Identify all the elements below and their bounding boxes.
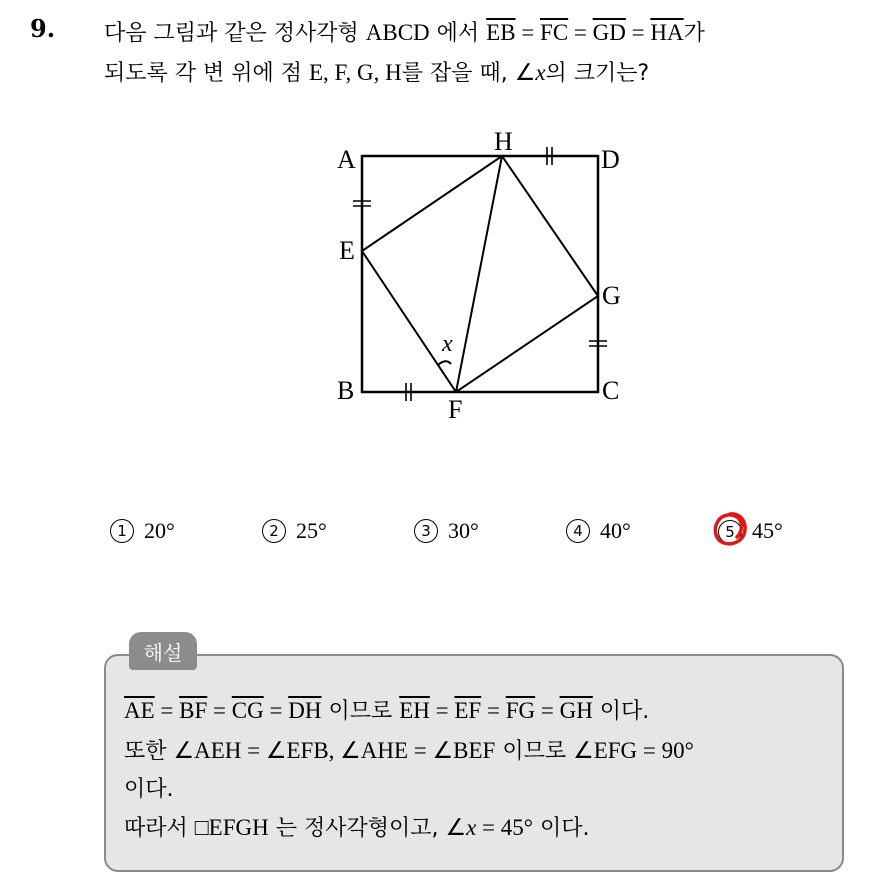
choice-value: 20° — [144, 518, 175, 543]
segment-gh: $\overline{GH}$ — [559, 698, 593, 723]
segment-fc: $\overline{FC}$ — [540, 20, 569, 45]
choice-number: 2 — [262, 519, 286, 543]
question-line-1 — [104, 16, 705, 47]
geometry-figure — [320, 118, 650, 428]
angle-symbol: ∠ — [514, 60, 536, 85]
label-g: G — [602, 281, 621, 310]
segment-gd: $\overline{GD}$ — [592, 20, 626, 45]
choice-2[interactable] — [262, 518, 327, 544]
choice-3[interactable] — [414, 518, 479, 544]
solution-text: 따라서 — [124, 816, 195, 841]
question-text: 의 크기는? — [545, 61, 650, 86]
choice-number: 4 — [566, 519, 590, 543]
solution-line-4 — [124, 811, 589, 842]
label-c: C — [602, 376, 620, 405]
angle-symbol: ∠ — [445, 815, 467, 840]
solution-line-3 — [124, 772, 174, 803]
question-number: 9. — [30, 14, 56, 43]
equals-sign: = — [263, 698, 289, 723]
choice-4[interactable] — [566, 518, 631, 544]
question-text: 에서 — [429, 21, 487, 46]
choice-value: 30° — [448, 518, 479, 543]
equals-sign: = — [568, 20, 593, 45]
equals-sign: = — [515, 20, 541, 45]
equals-sign: = — [481, 698, 506, 723]
segment-ae: $\overline{AE}$ — [124, 698, 155, 723]
segment-ha: $\overline{HA}$ — [650, 20, 684, 45]
segment-cg: $\overline{CG}$ — [231, 698, 264, 723]
segment-eb: $\overline{EB}$ — [486, 20, 516, 45]
solution-text: 이므로 — [495, 739, 574, 764]
choice-number: 3 — [414, 519, 438, 543]
square-name: ABCD — [365, 20, 430, 45]
segment-ef: $\overline{EF}$ — [454, 698, 482, 723]
segment-eh: $\overline{EH}$ — [399, 698, 430, 723]
variable-x: x — [535, 60, 546, 85]
angle-x-arc — [438, 361, 451, 365]
segment-dh: $\overline{DH}$ — [288, 698, 322, 723]
label-a: A — [337, 145, 356, 174]
label-x: x — [442, 331, 453, 357]
question-text: 다음 그림과 같은 정사각형 — [104, 21, 366, 46]
solution-badge: 해설 — [129, 632, 197, 670]
angle-value: = 45° — [476, 815, 533, 840]
choice-number: 1 — [110, 519, 134, 543]
choice-number-wrap — [718, 518, 742, 544]
choice-1[interactable] — [110, 518, 175, 544]
question-text: 되도록 각 변 위에 점 — [104, 61, 309, 86]
solution-text: 또한 — [124, 739, 174, 764]
label-f: F — [448, 395, 463, 424]
segment-fg: $\overline{FG}$ — [505, 698, 536, 723]
variable-x: x — [466, 815, 477, 840]
question-text: 를 잡을 때, — [401, 61, 515, 86]
solution-text: 이므로 — [321, 699, 400, 724]
segment-hf — [456, 156, 502, 392]
equals-sign: = — [207, 698, 232, 723]
segment-bf: $\overline{BF}$ — [179, 698, 208, 723]
choice-5[interactable] — [718, 518, 783, 544]
equals-sign: = — [535, 698, 560, 723]
choice-number: 5 — [718, 520, 742, 544]
question-line-2 — [104, 56, 649, 87]
label-d: D — [601, 145, 620, 174]
equals-sign: = — [154, 698, 180, 723]
choice-value: 40° — [600, 518, 631, 543]
angle-equalities: ∠AEH = ∠EFB, ∠AHE = ∠BEF — [173, 738, 496, 763]
solution-text: 이다. — [592, 699, 650, 724]
label-e: E — [339, 236, 355, 265]
answer-choices — [0, 518, 884, 552]
square-efgh-symbol: □EFGH — [194, 815, 269, 840]
equals-sign: = — [625, 20, 651, 45]
equals-sign: = — [429, 698, 455, 723]
answer-circle-mark — [710, 509, 750, 549]
solution-text: 는 정사각형이고, — [268, 816, 446, 841]
choice-value: 45° — [752, 518, 783, 543]
point-names: E, F, G, H — [308, 60, 402, 85]
question-text: 가 — [683, 21, 705, 46]
solution-text: 이다. — [124, 777, 174, 802]
angle-efg: ∠EFG = 90° — [573, 738, 694, 763]
solution-line-1 — [124, 694, 649, 725]
label-h: H — [494, 127, 513, 156]
label-b: B — [337, 376, 355, 405]
solution-text: 이다. — [532, 816, 590, 841]
choice-value: 25° — [296, 518, 327, 543]
solution-line-2 — [124, 734, 694, 765]
